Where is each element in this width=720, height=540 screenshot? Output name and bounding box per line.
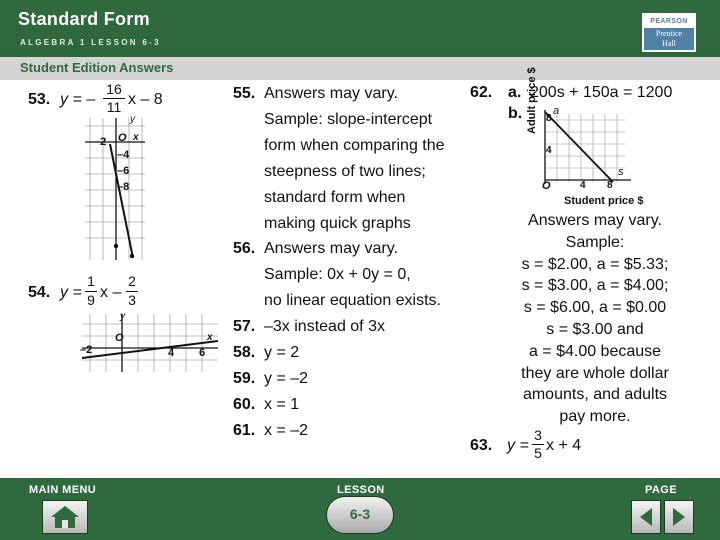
- p62-tick-y4: 4: [546, 145, 552, 156]
- p53-numerator: 16: [106, 81, 122, 97]
- answer-text: standard form when: [264, 188, 406, 206]
- p62-line: amounts, and adults: [522, 386, 668, 404]
- p62-b-label: b.: [508, 105, 523, 122]
- p53-point: [130, 254, 134, 258]
- p54-numerator-1: 1: [87, 273, 95, 289]
- p54-number: 54.: [28, 284, 51, 301]
- logo-line-2: Hall: [662, 39, 676, 48]
- answer-text: x = 1: [264, 395, 300, 413]
- p54-mid: x –: [100, 284, 122, 301]
- p62-line: s = $2.00, a = $5.33;: [521, 255, 669, 273]
- page-label: PAGE: [645, 484, 677, 496]
- p53-point: [114, 244, 118, 248]
- p53-tick-m6: –6: [117, 165, 130, 177]
- section-title: Student Edition Answers: [20, 60, 174, 75]
- p54-plot-line: [82, 341, 218, 358]
- p53-rhs: x – 8: [128, 91, 163, 108]
- page-title: Standard Form: [18, 9, 150, 29]
- p53-x-label: x: [133, 132, 139, 143]
- p54-denominator-2: 3: [128, 292, 136, 308]
- section-band: [0, 57, 720, 80]
- p62-line: Sample:: [565, 233, 625, 251]
- p53-tick-m8: –8: [117, 181, 130, 193]
- p62-line: a = $4.00 because: [528, 342, 662, 360]
- p62-line: pay more.: [559, 408, 631, 426]
- p62-x-axis-label: Student price $: [564, 195, 644, 207]
- answer-number: 56.: [233, 240, 256, 258]
- answer-text: no linear equation exists.: [264, 292, 441, 310]
- p63-numerator: 3: [534, 427, 542, 443]
- answer-number: 57.: [233, 318, 256, 336]
- p62-a-label: a.: [508, 84, 522, 101]
- answer-number: 61.: [233, 421, 256, 439]
- answer-text: –3x instead of 3x: [264, 318, 385, 336]
- lesson-label: LESSON: [337, 484, 385, 496]
- home-icon: [43, 501, 87, 533]
- answer-text: x = –2: [264, 421, 309, 439]
- p54-tick-6: 6: [199, 347, 206, 359]
- p63-rhs: x + 4: [546, 437, 582, 454]
- p54-lhs: y =: [60, 284, 82, 301]
- p62-plot-line: [545, 112, 613, 182]
- p54-tick-4: 4: [168, 347, 175, 359]
- answer-number: 58.: [233, 344, 256, 361]
- p62-tick-x8: 8: [607, 180, 613, 191]
- p63-lhs: y =: [507, 437, 529, 454]
- p62-a-var: a: [553, 105, 560, 117]
- p62-origin: O: [542, 180, 551, 192]
- arrow-right-icon: [665, 501, 693, 533]
- p62-graph: [541, 110, 633, 190]
- p53-origin: O: [118, 132, 127, 144]
- p54-graph: [82, 311, 218, 372]
- lesson-number: 6-3: [349, 506, 371, 522]
- previous-page-button[interactable]: [631, 500, 661, 534]
- answer-text: steepness of two lines;: [264, 162, 426, 180]
- answer-number: 60.: [233, 395, 256, 413]
- p54-denominator-1: 9: [87, 292, 95, 308]
- next-page-button[interactable]: [664, 500, 694, 534]
- answer-text: Answers may vary.: [264, 240, 398, 258]
- logo-line-1: Prentice: [655, 29, 683, 38]
- p53-plot-line: [110, 144, 133, 258]
- pearson-logo: [642, 13, 696, 52]
- p62-y-axis-text: Adult price $: [526, 67, 538, 134]
- p54-y-label: y: [120, 311, 125, 322]
- p54-numerator-2: 2: [128, 273, 136, 289]
- answer-number: 59.: [233, 369, 256, 387]
- answer-text: y = 2: [264, 344, 300, 361]
- home-button[interactable]: [42, 500, 88, 534]
- answer-number: 55.: [233, 85, 256, 102]
- arrow-left-icon: [632, 501, 660, 533]
- p53-tick-m4: –4: [117, 149, 130, 161]
- p62-line: they are whole dollar: [521, 364, 669, 382]
- header-bar: [0, 0, 720, 57]
- answer-text: making quick graphs: [264, 214, 411, 232]
- p54-x-label: x: [207, 332, 213, 343]
- answer-text: Answers may vary.: [264, 85, 398, 102]
- logo-prentice-hall: [644, 28, 694, 50]
- p53-tick-m2: –2: [94, 136, 107, 148]
- p53-number: 53.: [28, 91, 51, 108]
- p62-tick-y8: 8: [546, 113, 552, 124]
- p53-denominator: 11: [106, 99, 122, 115]
- answer-text: y = –2: [264, 369, 309, 387]
- p62-s-var: s: [618, 166, 624, 178]
- answer-text: Sample: slope-intercept: [264, 110, 433, 128]
- answer-text: form when comparing the: [264, 136, 445, 154]
- p62-tick-x4: 4: [580, 180, 586, 191]
- p62-line: Answers may vary.: [528, 212, 662, 229]
- p62-y-axis-label: [527, 67, 538, 134]
- p53-lhs: y = –: [60, 91, 96, 108]
- p54-tick-m2: –2: [80, 344, 93, 356]
- logo-pearson-text: PEARSON: [644, 15, 694, 28]
- answer-text: Sample: 0x + 0y = 0,: [264, 266, 411, 284]
- p53-y-label: y: [130, 114, 135, 125]
- p62-line: s = $3.00, a = $4.00;: [521, 277, 669, 295]
- p63-denominator: 5: [534, 445, 542, 461]
- p62-line: s = $6.00, a = $0.00: [523, 299, 667, 317]
- p62-a-equation: 200s + 150a = 1200: [530, 84, 673, 101]
- p54-origin: O: [115, 332, 124, 344]
- lesson-subtitle: ALGEBRA 1 LESSON 6-3: [20, 38, 161, 47]
- p62-line: s = $3.00 and: [546, 321, 644, 338]
- lesson-button[interactable]: [326, 496, 394, 534]
- p63-number: 63.: [470, 437, 493, 454]
- main-menu-label: MAIN MENU: [29, 484, 97, 496]
- p62-number: 62.: [470, 84, 493, 101]
